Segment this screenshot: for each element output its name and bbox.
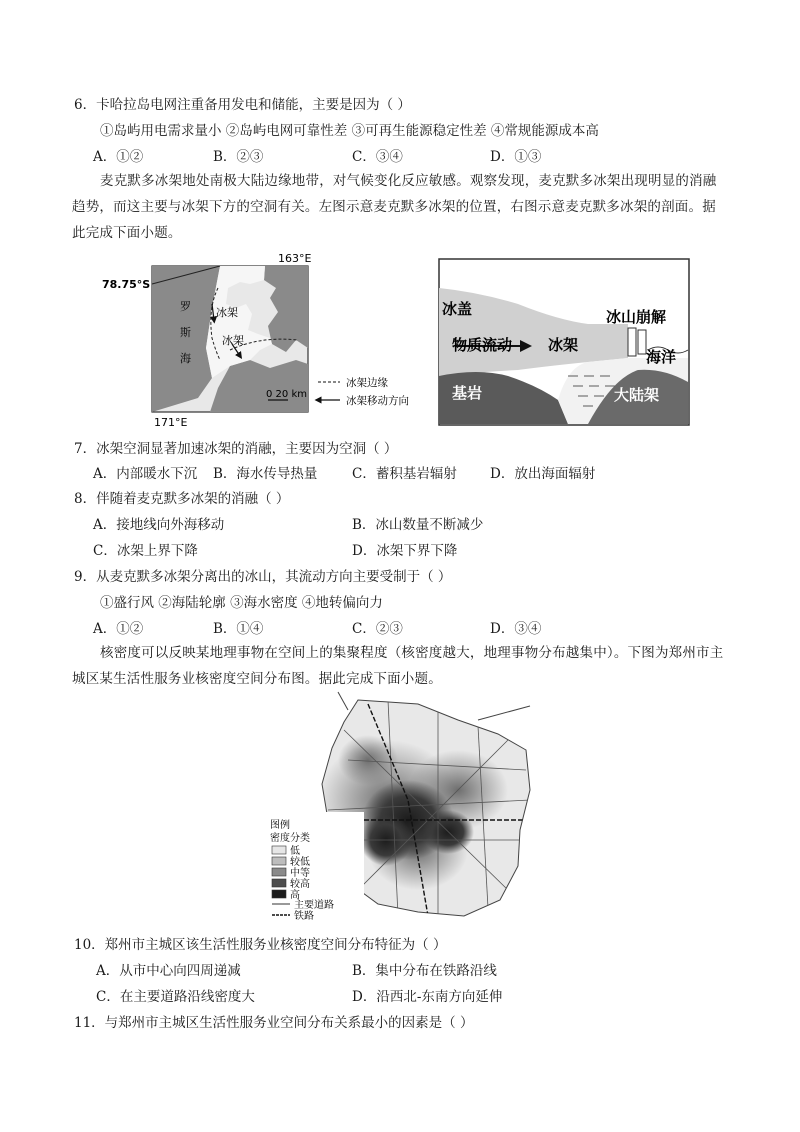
q6-items: ①岛屿用电需求量小 ②岛屿电网可靠性差 ③可再生能源稳定性差 ④常规能源成本高 [100, 123, 599, 139]
q9-option-d[interactable]: D．③④ [490, 621, 542, 637]
q10-option-b[interactable]: B．集中分布在铁路沿线 [352, 963, 497, 979]
q8-option-d[interactable]: D．冰架下界下降 [352, 543, 458, 559]
q10-stem: 10．郑州市主城区该生活性服务业核密度空间分布特征为（ ） [74, 937, 447, 953]
zhengzhou-density-map [268, 690, 538, 922]
legend-ice-edge: 冰架边缘 [346, 377, 388, 389]
ross-sea-char-3: 海 [180, 352, 191, 365]
continental-shelf-label: 大陆架 [614, 386, 660, 404]
legend-swatch-0 [272, 846, 286, 854]
legend-class-label-1: 较低 [290, 857, 310, 868]
ice-cap-label: 冰盖 [442, 300, 473, 318]
scale-bar-label: 0 20 km [266, 389, 307, 400]
q6-stem: 6．卡哈拉岛电网注重备用发电和储能，主要是因为（ ） [74, 97, 411, 113]
legend-swatch-3 [272, 879, 286, 887]
legend-swatch-1 [272, 857, 286, 865]
legend-subtitle: 密度分类 [270, 833, 310, 844]
q11-stem: 11．与郑州市主城区生活性服务业空间分布关系最小的因素是（ ） [74, 1015, 474, 1031]
legend-rail: 铁路 [294, 911, 314, 922]
q8-stem: 8．伴随着麦克默多冰架的消融（ ） [74, 491, 290, 507]
mass-flow-label: 物质流动 [452, 336, 513, 354]
q7-option-b[interactable]: B．海水传导热量 [213, 466, 318, 482]
q9-stem: 9．从麦克默多冰架分离出的冰山，其流动方向主要受制于（ ） [74, 569, 452, 585]
ice-shelf-label-2: 冰架 [222, 334, 244, 347]
ice-shelf-label-1: 冰架 [216, 306, 238, 319]
q7-option-c[interactable]: C．蓄积基岩辐射 [352, 466, 457, 482]
lon-171-label: 171°E [154, 416, 188, 429]
legend-class-label-3: 较高 [290, 879, 310, 890]
legend-title: 图例 [270, 820, 290, 831]
legend-swatch-4 [272, 890, 286, 898]
q6-option-c[interactable]: C．③④ [352, 149, 403, 165]
legend-class-label-0: 低 [290, 846, 300, 857]
q7-stem: 7．冰架空洞显著加速冰架的消融，主要因为空洞（ ） [74, 441, 398, 457]
legend-road: 主要道路 [294, 900, 334, 911]
q6-option-b[interactable]: B．②③ [213, 149, 264, 165]
q9-option-c[interactable]: C．②③ [352, 621, 403, 637]
q9-option-a[interactable]: A．①② [93, 621, 144, 637]
legend-swatch-2 [272, 868, 286, 876]
lat-label: 78.75°S [102, 278, 151, 291]
legend-class-label-4: 高 [290, 890, 300, 901]
q9-option-b[interactable]: B．①④ [213, 621, 264, 637]
legend-ice-movement: 冰架移动方向 [346, 395, 409, 407]
q8-option-c[interactable]: C．冰架上界下降 [93, 543, 198, 559]
ice-shelf-cross-section [438, 258, 690, 426]
bedrock-label: 基岩 [452, 384, 483, 402]
ocean-label: 海洋 [646, 348, 677, 366]
q7-option-d[interactable]: D．放出海面辐射 [490, 466, 596, 482]
q8-option-a[interactable]: A．接地线向外海移动 [93, 517, 225, 533]
q10-option-d[interactable]: D．沿西北-东南方向延伸 [352, 989, 503, 1005]
q6-option-a[interactable]: A．①② [93, 149, 144, 165]
q8-option-b[interactable]: B．冰山数量不断减少 [352, 517, 484, 533]
q6-option-d[interactable]: D．①③ [490, 149, 542, 165]
q9-items: ①盛行风 ②海陆轮廓 ③海水密度 ④地转偏向力 [100, 595, 383, 611]
ice-shelf-location-map [100, 248, 430, 430]
q10-option-a[interactable]: A．从市中心向四周递减 [96, 963, 241, 979]
ross-sea-char-2: 斯 [180, 326, 191, 339]
legend-class-label-2: 中等 [290, 868, 310, 879]
passage-kernel-density: 核密度可以反映某地理事物在空间上的集聚程度（核密度越大，地理事物分布越集中）。下图为郑州市主城区某生活性服务业核密度空间分布图。据此完成下面小题。 [72, 645, 724, 687]
ross-sea-char-1: 罗 [180, 300, 191, 313]
lon-163-label: 163°E [278, 252, 312, 265]
q10-option-c[interactable]: C．在主要道路沿线密度大 [96, 989, 255, 1005]
calving-label: 冰山崩解 [606, 308, 667, 326]
q7-option-a[interactable]: A．内部暖水下沉 [93, 466, 198, 482]
shelf-label: 冰架 [548, 336, 579, 354]
passage-ice-shelf: 麦克默多冰架地处南极大陆边缘地带，对气候变化反应敏感。观察发现，麦克默多冰架出现明显的消融趋势，而这主要与冰架下方的空洞有关。左图示意麦克默多冰架的位置，右图示意麦克默多冰架的剖面。据此完成下面小题。 [72, 173, 717, 241]
